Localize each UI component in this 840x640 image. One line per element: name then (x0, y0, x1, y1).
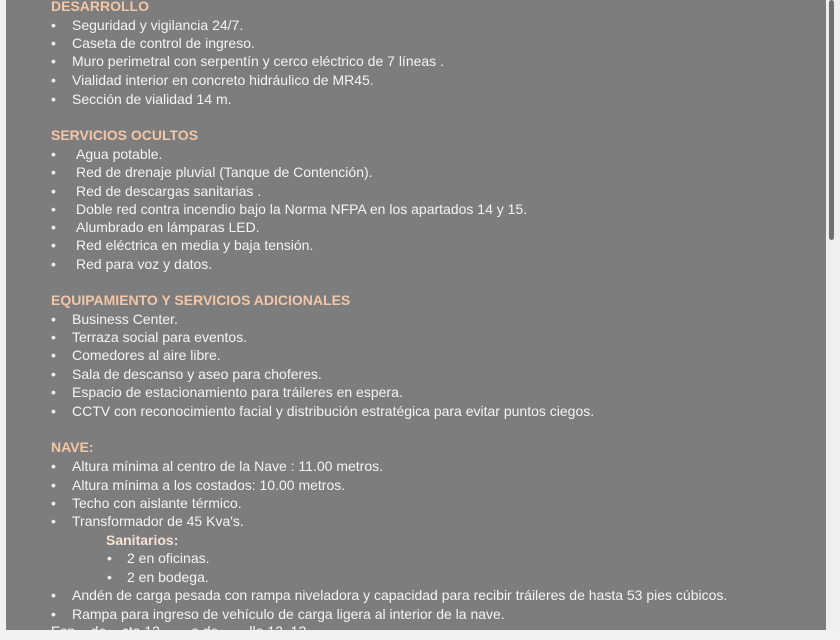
list-item: • Red de descargas sanitarias . (51, 183, 262, 199)
list-item: • Sección de vialidad 14 m. (51, 91, 232, 107)
list-item: • Andén de carga pesada con rampa niveladora y capacidad para recibir tráileres de hasta 53 pies cúbicos. (51, 587, 728, 603)
section-heading-nave: NAVE: (51, 439, 94, 455)
list-item: • Espacio de estacionamiento para tráileres en espera. (51, 384, 403, 400)
list-item: • Red para voz y datos. (51, 256, 213, 272)
section-heading-desarrollo: DESARROLLO (51, 0, 149, 14)
list-item: • Red eléctrica en media y baja tensión. (51, 237, 314, 253)
list-item: • Altura mínima a los costados: 10.00 metros. (51, 477, 346, 493)
list-item: • Terraza social para eventos. (51, 329, 248, 345)
list-item: • Comedores al aire libre. (51, 347, 221, 363)
document-page (6, 0, 826, 639)
scrollbar-thumb[interactable] (829, 0, 834, 240)
list-item: • Vialidad interior en concreto hidráulico de MR45. (51, 72, 374, 88)
list-item: • Seguridad y vigilancia 24/7. (51, 17, 244, 33)
section-heading-equipamiento: EQUIPAMIENTO Y SERVICIOS ADICIONALES (51, 292, 351, 308)
list-item: • Muro perimetral con serpentín y cerco eléctrico de 7 líneas . (51, 53, 444, 69)
list-item: • Alumbrado en lámparas LED. (51, 219, 260, 235)
list-item: • Techo con aislante térmico. (51, 495, 242, 511)
sub-list-item: • 2 en oficinas. (107, 550, 210, 566)
list-item: • Caseta de control de ingreso. (51, 35, 255, 51)
list-item: • Red de drenaje pluvial (Tanque de Contención). (51, 164, 373, 180)
list-item: • Business Center. (51, 311, 178, 327)
list-item: • Rampa para ingreso de vehículo de carga ligera al interior de la nave. (51, 606, 505, 622)
section-heading-servicios-ocultos: SERVICIOS OCULTOS (51, 127, 199, 143)
list-item: • Sala de descanso y aseo para choferes. (51, 366, 322, 382)
list-item: • CCTV con reconocimiento facial y distribución estratégica para evitar puntos ciegos. (51, 403, 595, 419)
list-item: • Transformador de 45 Kva's. (51, 513, 244, 529)
sub-heading-sanitarios: Sanitarios: (106, 532, 179, 548)
sub-list-item: • 2 en bodega. (107, 569, 209, 585)
list-item: • Altura mínima al centro de la Nave : 11.00 metros. (51, 458, 383, 474)
list-item: • Agua potable. (51, 146, 163, 162)
cut-off-line: Esp... de ...cta 12 ... ...a de ... ...lle 12, 12 (51, 623, 307, 639)
list-item: • Doble red contra incendio bajo la Norma NFPA en los apartados 14 y 15. (51, 201, 528, 217)
